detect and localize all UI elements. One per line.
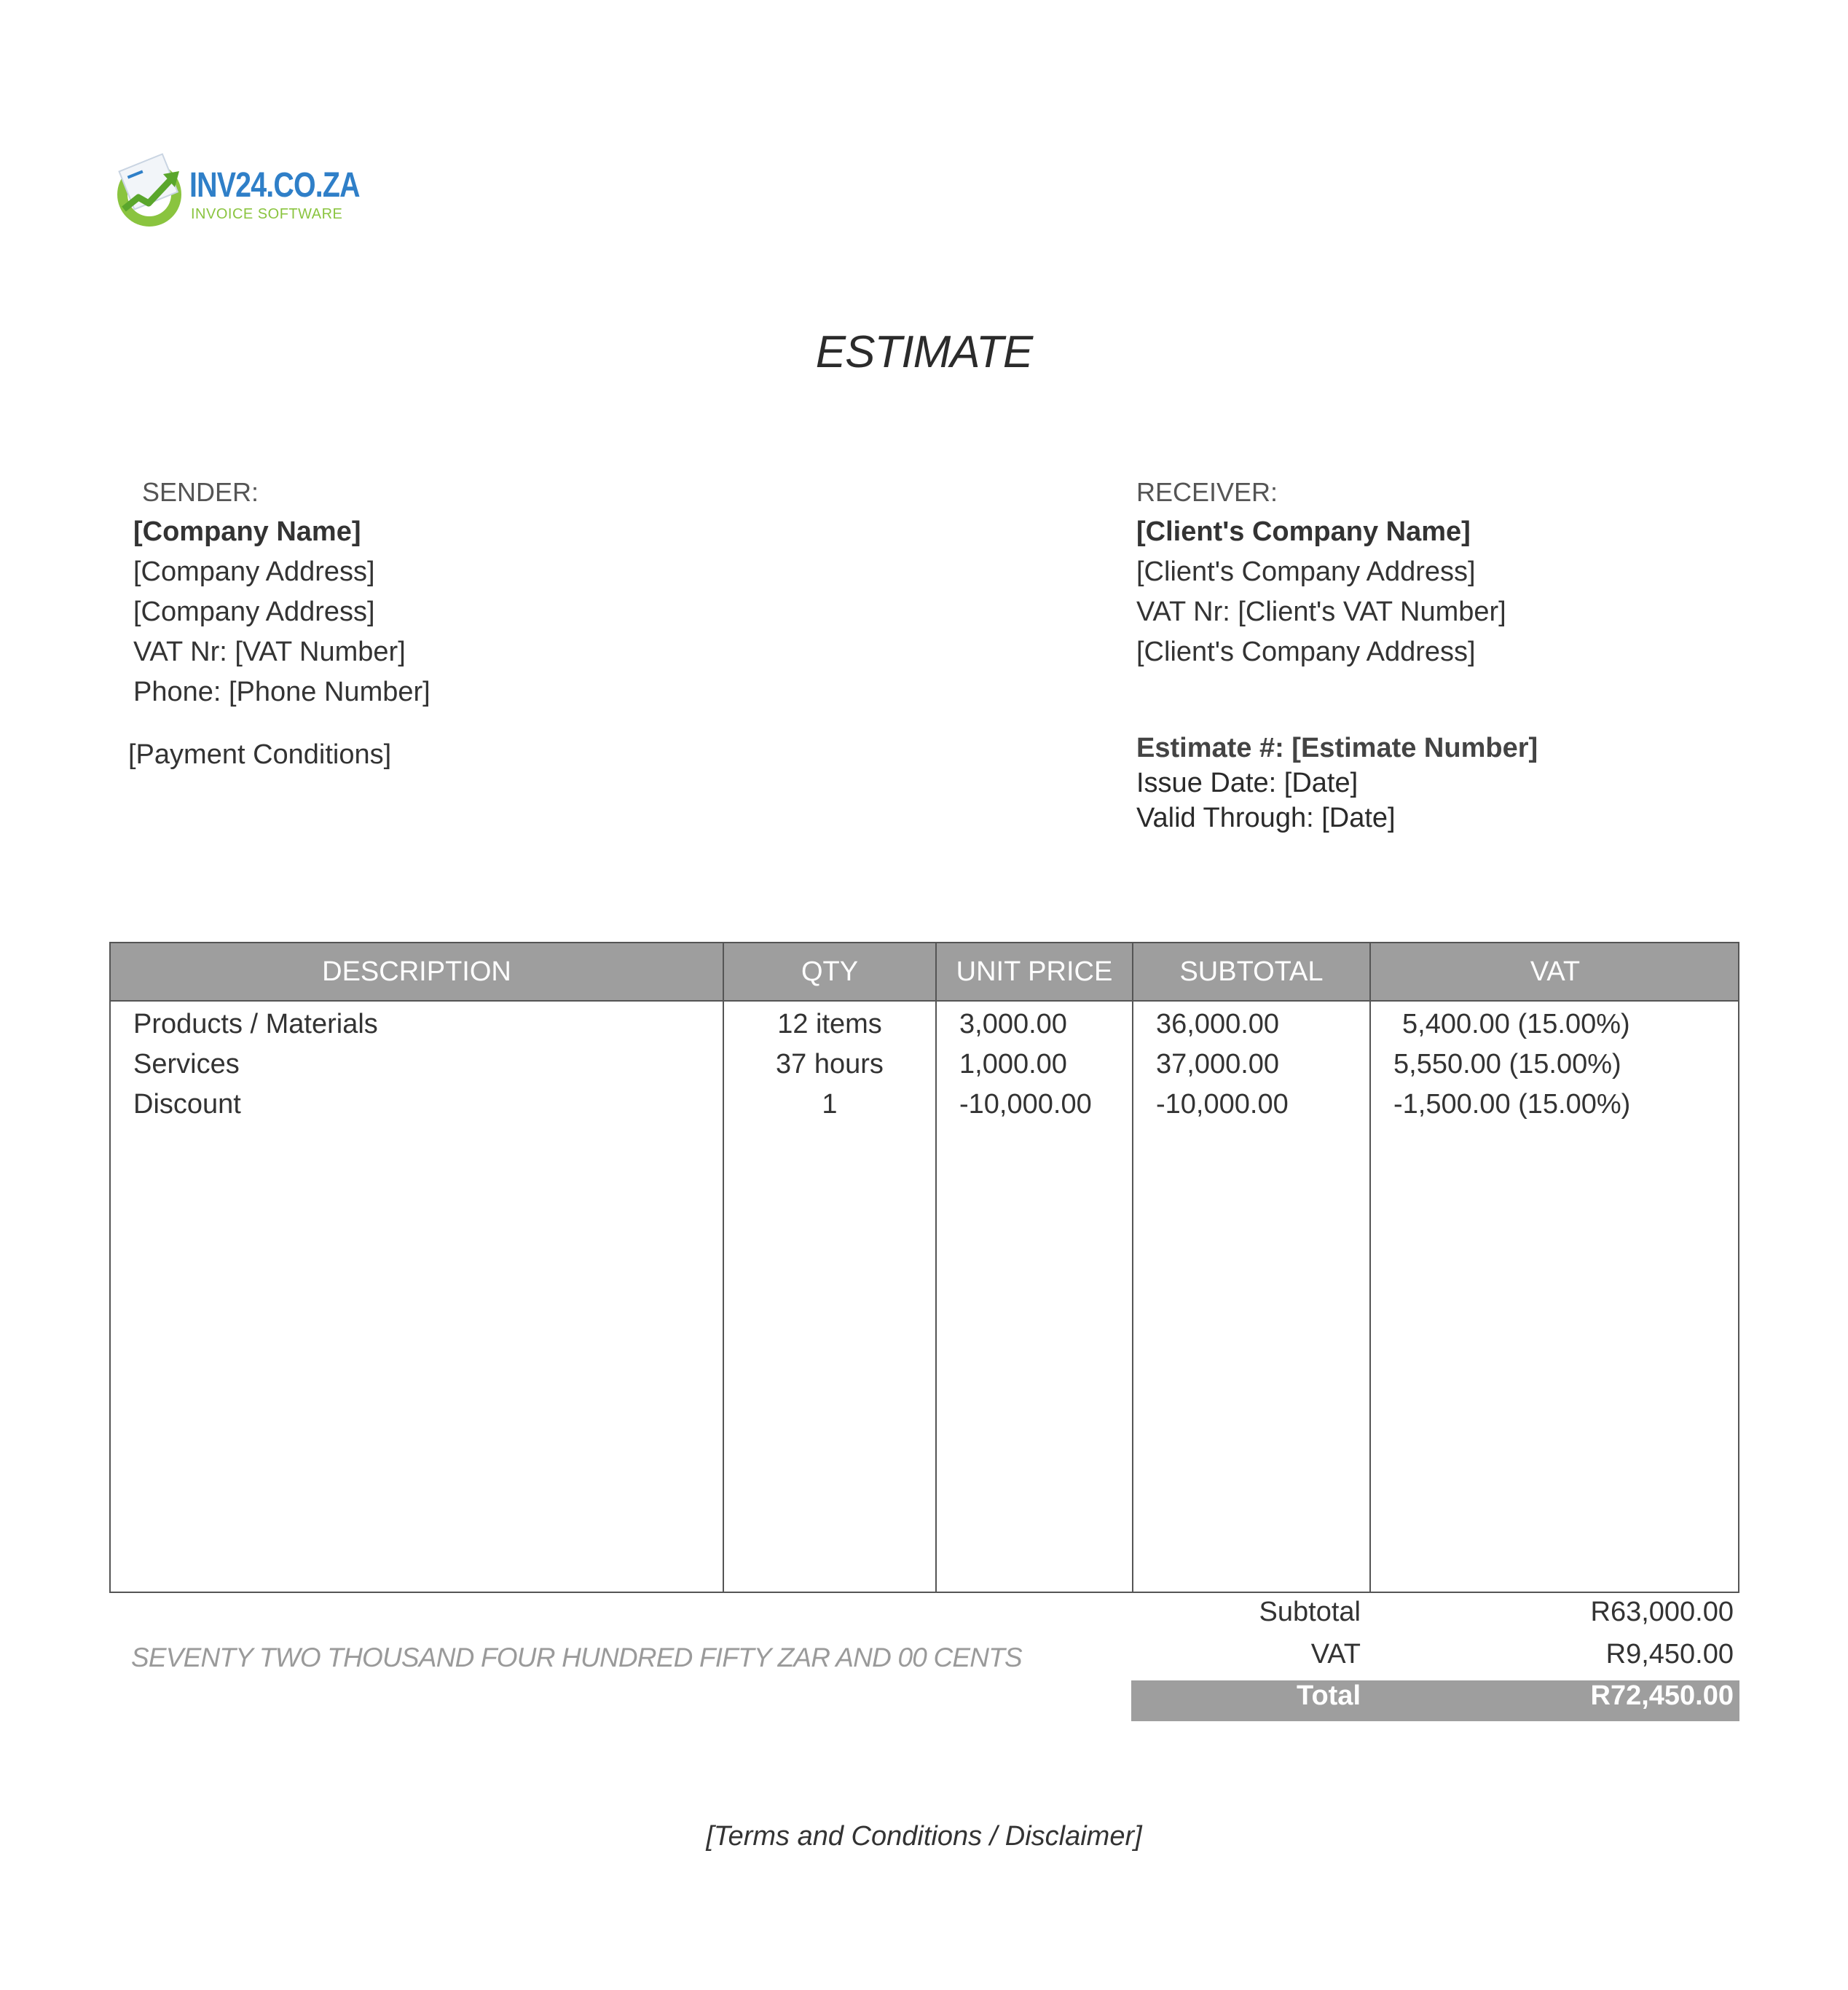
table-row — [111, 1089, 1738, 1129]
logo-tagline: INVOICE SOFTWARE — [191, 206, 343, 222]
sender-address-1: [Company Address] — [133, 557, 375, 587]
sender-vat: VAT Nr: [VAT Number] — [133, 637, 406, 667]
vat-label: VAT — [1310, 1639, 1361, 1670]
row-description: Services — [133, 1049, 240, 1079]
receiver-vat: VAT Nr: [Client's VAT Number] — [1136, 597, 1506, 627]
receiver-label: RECEIVER: — [1136, 477, 1278, 507]
items-table — [109, 942, 1739, 1593]
row-vat: 5,550.00 (15.00%) — [1393, 1049, 1621, 1079]
table-row — [111, 1009, 1738, 1049]
header-subtotal: SUBTOTAL — [1179, 956, 1324, 987]
issue-date: Issue Date: [Date] — [1136, 768, 1359, 798]
total-value: R72,450.00 — [1590, 1680, 1734, 1711]
header-vat: VAT — [1530, 956, 1581, 987]
row-vat: -1,500.00 (15.00%) — [1393, 1089, 1631, 1120]
row-subtotal: -10,000.00 — [1156, 1089, 1289, 1120]
payment-conditions: [Payment Conditions] — [128, 739, 392, 770]
estimate-number: Estimate #: [Estimate Number] — [1136, 733, 1538, 763]
header-unit-price: UNIT PRICE — [956, 956, 1113, 987]
row-unit-price: 3,000.00 — [959, 1009, 1067, 1039]
receiver-address-1: [Client's Company Address] — [1136, 557, 1476, 587]
vat-value: R9,450.00 — [1605, 1639, 1734, 1670]
table-header — [111, 943, 1738, 1002]
receiver-address-2: [Client's Company Address] — [1136, 637, 1476, 667]
sender-block — [133, 472, 430, 712]
row-unit-price: -10,000.00 — [959, 1089, 1092, 1120]
subtotal-label: Subtotal — [1259, 1597, 1361, 1627]
row-qty: 12 items — [777, 1009, 882, 1039]
sender-address-2: [Company Address] — [133, 597, 375, 627]
estimate-meta — [1136, 731, 1538, 835]
logo-brand-text: INV24.CO.ZA — [189, 166, 360, 205]
sender-label: SENDER: — [142, 477, 259, 507]
amount-in-words: SEVENTY TWO THOUSAND FOUR HUNDRED FIFTY ZAR AND 00 CENTS — [131, 1643, 1022, 1672]
valid-through: Valid Through: [Date] — [1136, 803, 1396, 833]
logo-icon — [109, 149, 189, 229]
row-qty: 37 hours — [776, 1049, 884, 1079]
sender-company-name: [Company Name] — [133, 516, 361, 547]
company-logo — [109, 149, 360, 237]
sender-phone: Phone: [Phone Number] — [133, 677, 430, 707]
total-label: Total — [1297, 1680, 1361, 1711]
row-subtotal: 36,000.00 — [1156, 1009, 1280, 1039]
row-subtotal: 37,000.00 — [1156, 1049, 1280, 1079]
row-description: Products / Materials — [133, 1009, 378, 1039]
header-description: DESCRIPTION — [322, 956, 511, 987]
table-row — [111, 1049, 1738, 1089]
row-description: Discount — [133, 1089, 241, 1120]
row-vat: 5,400.00 (15.00%) — [1402, 1009, 1630, 1039]
row-unit-price: 1,000.00 — [959, 1049, 1067, 1079]
document-title: ESTIMATE — [815, 327, 1033, 377]
header-qty: QTY — [801, 956, 859, 987]
vat-row — [1131, 1639, 1739, 1680]
row-qty: 1 — [822, 1089, 838, 1120]
receiver-block — [1136, 472, 1506, 672]
total-row — [1131, 1680, 1739, 1721]
terms-and-conditions: [Terms and Conditions / Disclaimer] — [706, 1821, 1142, 1852]
receiver-company-name: [Client's Company Name] — [1136, 516, 1471, 547]
subtotal-value: R63,000.00 — [1590, 1597, 1734, 1627]
subtotal-row — [1131, 1597, 1739, 1637]
